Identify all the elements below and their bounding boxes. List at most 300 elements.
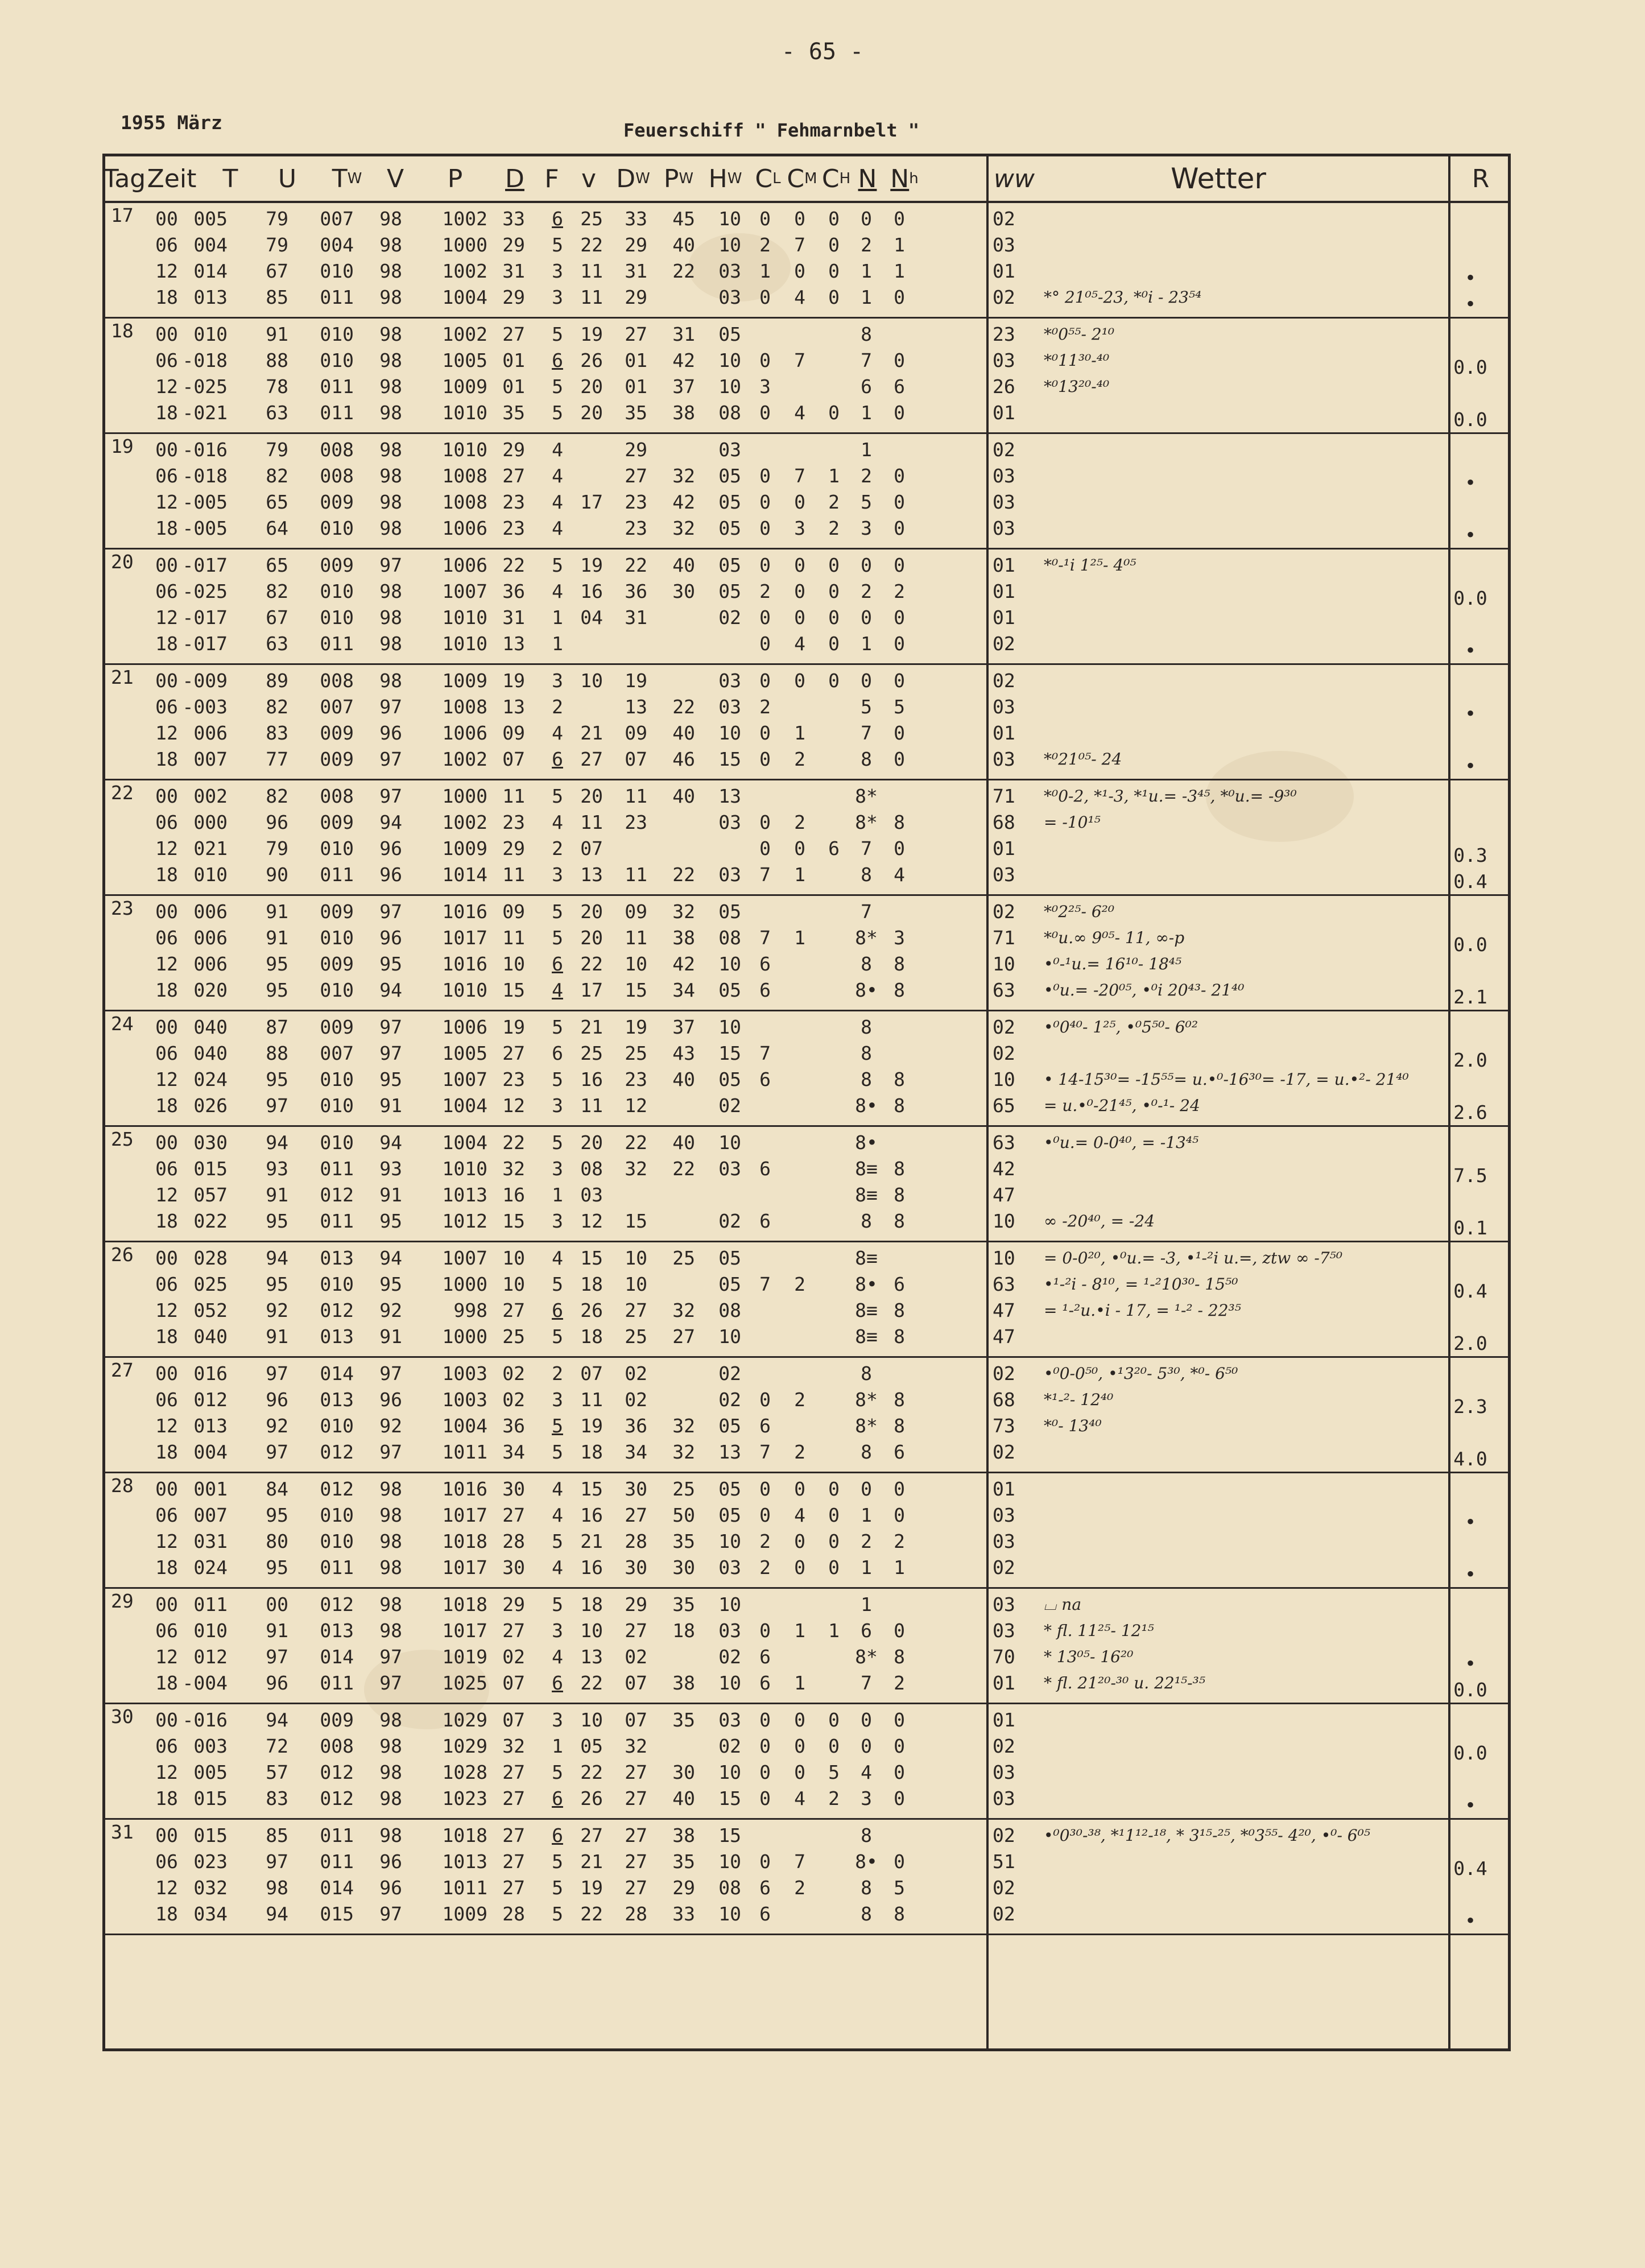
table-cell: 7 — [794, 1850, 805, 1873]
table-cell: 79 — [266, 837, 288, 860]
table-cell: 20 — [580, 927, 603, 949]
table-cell: 0 — [759, 722, 771, 744]
table-cell: 05 — [718, 1273, 741, 1295]
wetter-note: •⁰0³⁰-³⁸, *¹1¹²-¹⁸, * 3¹⁵-²⁵, *⁰3⁵⁵- 4²⁰, •⁰- 6⁰⁵ — [1044, 1826, 1371, 1845]
table-cell: 05 — [718, 1247, 741, 1269]
table-cell: 0 — [894, 1761, 905, 1783]
table-cell: 011 — [320, 1824, 354, 1846]
table-cell: 00 — [155, 1131, 178, 1154]
table-cell: 23 — [625, 1068, 647, 1090]
table-cell: 12 — [155, 375, 178, 398]
table-cell: 052 — [193, 1299, 228, 1321]
table-cell: 27 — [502, 1787, 525, 1810]
table-cell: 27 — [502, 1824, 525, 1846]
ww-code: 02 — [993, 208, 1015, 230]
table-cell: 0 — [759, 517, 771, 539]
table-cell: 6 — [552, 1042, 563, 1064]
table-cell: 0 — [794, 670, 805, 692]
table-cell: 1006 — [442, 517, 487, 539]
table-cell: 10 — [718, 1850, 741, 1873]
table-cell: 4 — [552, 1646, 563, 1668]
table-cell: 79 — [266, 439, 288, 461]
table-cell: 8 — [894, 1210, 905, 1232]
ww-code: 02 — [993, 1556, 1015, 1579]
table-cell: 998 — [453, 1299, 487, 1321]
wetter-note: *⁰- 13⁴⁰ — [1044, 1416, 1102, 1435]
table-cell: 8 — [894, 1094, 905, 1117]
table-cell: 012 — [320, 1441, 354, 1463]
table-cell: 06 — [155, 1735, 178, 1757]
day-block — [105, 1704, 1508, 1820]
table-cell: 0 — [759, 837, 771, 860]
table-cell: 0 — [759, 465, 771, 487]
wetter-note: •⁰0-0⁵⁰, •¹3²⁰- 5³⁰, *⁰- 6⁵⁰ — [1044, 1364, 1238, 1383]
table-cell: 35 — [625, 402, 647, 424]
table-cell: 95 — [379, 1273, 402, 1295]
table-cell: 025 — [193, 1273, 228, 1295]
table-cell: 04 — [580, 606, 603, 629]
table-cell: 29 — [672, 1877, 695, 1899]
table-cell: 010 — [320, 1530, 354, 1552]
table-cell: 16 — [580, 580, 603, 602]
table-cell: 15 — [625, 1210, 647, 1232]
table-cell: 36 — [625, 580, 647, 602]
table-cell: 13 — [625, 696, 647, 718]
table-cell: 006 — [193, 927, 228, 949]
table-cell: 20 — [580, 375, 603, 398]
table-cell: 05 — [718, 323, 741, 345]
table-cell: 5 — [552, 402, 563, 424]
ww-code: 63 — [993, 1273, 1015, 1295]
table-cell: 010 — [320, 979, 354, 1001]
table-cell: 1010 — [442, 606, 487, 629]
table-cell: 22 — [502, 554, 525, 576]
table-cell: 5 — [552, 785, 563, 807]
table-cell: 20 — [580, 1131, 603, 1154]
table-cell: 0 — [894, 554, 905, 576]
day-number: 27 — [111, 1359, 134, 1381]
table-cell: 34 — [625, 1441, 647, 1463]
table-cell: 0 — [794, 1761, 805, 1783]
table-cell: 0 — [794, 1478, 805, 1500]
wetter-note: *⁰13²⁰-⁴⁰ — [1044, 377, 1110, 396]
table-cell: 1016 — [442, 900, 487, 923]
table-cell: 25 — [625, 1042, 647, 1064]
table-cell: 23 — [502, 811, 525, 833]
table-cell: 27 — [625, 1504, 647, 1526]
col-tag: Tag — [103, 164, 146, 193]
table-cell: 11 — [625, 864, 647, 886]
table-cell: 30 — [672, 1761, 695, 1783]
table-cell: 10 — [718, 722, 741, 744]
table-cell: 012 — [320, 1184, 354, 1206]
table-cell: 1018 — [442, 1824, 487, 1846]
table-cell: 42 — [672, 491, 695, 513]
table-cell: 32 — [672, 900, 695, 923]
table-cell: 5 — [552, 234, 563, 256]
table-cell: 23 — [625, 811, 647, 833]
table-cell: 94 — [266, 1903, 288, 1925]
table-cell: 21 — [580, 1850, 603, 1873]
table-cell: 11 — [502, 785, 525, 807]
precipitation-value: • — [1465, 1653, 1476, 1675]
table-cell: 20 — [580, 900, 603, 923]
table-cell: 10 — [718, 1593, 741, 1616]
table-cell: 82 — [266, 465, 288, 487]
table-cell: 67 — [266, 260, 288, 282]
table-cell: 006 — [193, 953, 228, 975]
col-r: R — [1472, 164, 1490, 193]
wetter-note: *⁰21⁰⁵- 24 — [1044, 750, 1122, 769]
table-cell: 00 — [155, 1016, 178, 1038]
table-cell: 22 — [672, 864, 695, 886]
table-cell: 8 — [861, 748, 872, 770]
table-cell: 91 — [266, 1184, 288, 1206]
table-cell: 6 — [552, 208, 563, 230]
table-cell: 91 — [266, 927, 288, 949]
table-cell: 05 — [718, 900, 741, 923]
table-cell: 38 — [672, 1824, 695, 1846]
table-cell: 93 — [266, 1158, 288, 1180]
table-cell: 06 — [155, 696, 178, 718]
table-cell: 3 — [552, 1094, 563, 1117]
table-cell: 27 — [502, 1504, 525, 1526]
table-cell: 0 — [759, 286, 771, 308]
table-cell: 07 — [502, 1672, 525, 1694]
day-number: 25 — [111, 1128, 134, 1150]
table-cell: 02 — [718, 1735, 741, 1757]
table-cell: 8* — [855, 927, 878, 949]
table-cell: 96 — [266, 1389, 288, 1411]
table-cell: 010 — [320, 349, 354, 371]
table-cell: 0 — [794, 1709, 805, 1731]
table-cell: 6 — [861, 1620, 872, 1642]
col-p: P — [447, 164, 463, 193]
table-cell: 98 — [379, 517, 402, 539]
table-cell: 27 — [625, 465, 647, 487]
precipitation-value: 2.0 — [1453, 1332, 1487, 1354]
ww-code: 03 — [993, 517, 1015, 539]
precipitation-value: • — [1465, 472, 1476, 494]
table-cell: 90 — [266, 864, 288, 886]
table-cell: 0 — [828, 1478, 840, 1500]
table-cell: 011 — [320, 1850, 354, 1873]
table-cell: 2 — [894, 1530, 905, 1552]
table-cell: 94 — [379, 979, 402, 1001]
table-cell: 45 — [672, 208, 695, 230]
table-cell: 07 — [580, 1362, 603, 1385]
table-cell: 19 — [625, 670, 647, 692]
col-v: V — [386, 164, 404, 193]
table-cell: 19 — [580, 323, 603, 345]
table-cell: 040 — [193, 1042, 228, 1064]
table-cell: 1 — [894, 1556, 905, 1579]
table-cell: 98 — [379, 286, 402, 308]
table-cell: 0 — [759, 1620, 771, 1642]
ww-code: 63 — [993, 1131, 1015, 1154]
table-cell: 3 — [861, 1787, 872, 1810]
day-block — [105, 1242, 1508, 1358]
table-cell: 7 — [794, 349, 805, 371]
table-cell: 22 — [672, 696, 695, 718]
table-cell: 010 — [320, 837, 354, 860]
table-cell: 013 — [320, 1389, 354, 1411]
table-cell: 007 — [193, 748, 228, 770]
table-cell: 26 — [580, 1299, 603, 1321]
table-cell: 6 — [759, 1646, 771, 1668]
table-cell: 3 — [552, 1709, 563, 1731]
table-cell: 33 — [625, 208, 647, 230]
table-cell: 2 — [552, 837, 563, 860]
ww-code: 03 — [993, 696, 1015, 718]
table-cell: 97 — [379, 1016, 402, 1038]
table-cell: 03 — [718, 1158, 741, 1180]
table-cell: 5 — [552, 1131, 563, 1154]
table-cell: 2 — [759, 234, 771, 256]
table-cell: 009 — [320, 491, 354, 513]
ww-code: 10 — [993, 1247, 1015, 1269]
table-cell: 11 — [580, 286, 603, 308]
table-cell: 18 — [155, 1903, 178, 1925]
day-block — [105, 319, 1508, 434]
table-cell: 0 — [894, 1504, 905, 1526]
wetter-note: ∞ -20⁴⁰, = -24 — [1044, 1212, 1155, 1230]
table-cell: 05 — [718, 554, 741, 576]
table-cell: 97 — [379, 785, 402, 807]
table-cell: 13 — [502, 633, 525, 655]
table-cell: 8 — [894, 1415, 905, 1437]
table-cell: 21 — [580, 1530, 603, 1552]
table-cell: 010 — [193, 323, 228, 345]
table-cell: 12 — [155, 1646, 178, 1668]
table-cell: 6 — [759, 1672, 771, 1694]
table-cell: 94 — [266, 1131, 288, 1154]
table-cell: -003 — [182, 696, 228, 718]
table-cell: 1013 — [442, 1850, 487, 1873]
table-cell: 95 — [379, 953, 402, 975]
table-cell: 23 — [625, 491, 647, 513]
table-cell: 1025 — [442, 1672, 487, 1694]
table-cell: 06 — [155, 1850, 178, 1873]
table-cell: 27 — [580, 748, 603, 770]
ww-code: 01 — [993, 1478, 1015, 1500]
table-cell: 25 — [672, 1478, 695, 1500]
table-cell: 13 — [580, 1646, 603, 1668]
table-cell: 97 — [379, 696, 402, 718]
table-cell: 01 — [625, 349, 647, 371]
wetter-note: * fl. 11²⁵- 12¹⁵ — [1044, 1621, 1154, 1640]
table-cell: 0 — [894, 1787, 905, 1810]
table-cell: 96 — [379, 864, 402, 886]
table-cell: 18 — [580, 1325, 603, 1348]
table-cell: 6 — [861, 375, 872, 398]
precipitation-value: 0.3 — [1453, 844, 1487, 866]
table-cell: 09 — [625, 722, 647, 744]
table-cell: 6 — [894, 375, 905, 398]
table-cell: 011 — [320, 402, 354, 424]
table-cell: 15 — [580, 1247, 603, 1269]
table-cell: 36 — [625, 1415, 647, 1437]
table-cell: 34 — [502, 1441, 525, 1463]
table-cell: 0 — [759, 811, 771, 833]
table-cell: 014 — [320, 1362, 354, 1385]
table-cell: 1010 — [442, 402, 487, 424]
table-cell: 8 — [894, 953, 905, 975]
table-cell: 27 — [502, 1877, 525, 1899]
table-cell: 010 — [320, 1131, 354, 1154]
table-cell: 29 — [625, 1593, 647, 1616]
table-cell: 88 — [266, 349, 288, 371]
table-cell: 4 — [552, 517, 563, 539]
table-cell: 2 — [794, 1441, 805, 1463]
table-cell: 1013 — [442, 1184, 487, 1206]
table-cell: 0 — [828, 1709, 840, 1731]
table-cell: 008 — [320, 1735, 354, 1757]
precipitation-value: • — [1465, 639, 1476, 662]
precipitation-value: • — [1465, 293, 1476, 315]
table-cell: 0 — [759, 491, 771, 513]
table-cell: 6 — [759, 953, 771, 975]
table-cell: 35 — [672, 1709, 695, 1731]
table-cell: 98 — [379, 375, 402, 398]
table-cell: 46 — [672, 748, 695, 770]
table-cell: 11 — [625, 785, 647, 807]
table-cell: 40 — [672, 1787, 695, 1810]
table-cell: 6 — [759, 1415, 771, 1437]
table-cell: 25 — [672, 1247, 695, 1269]
table-cell: 09 — [625, 900, 647, 923]
table-cell: 2 — [794, 1273, 805, 1295]
table-cell: -018 — [182, 465, 228, 487]
ww-code: 10 — [993, 1210, 1015, 1232]
table-cell: 1028 — [442, 1761, 487, 1783]
table-cell: 29 — [502, 439, 525, 461]
ww-code: 47 — [993, 1325, 1015, 1348]
table-cell: 37 — [672, 1016, 695, 1038]
table-cell: 8 — [894, 1068, 905, 1090]
table-cell: 12 — [155, 953, 178, 975]
ww-code: 01 — [993, 1709, 1015, 1731]
table-cell: 7 — [794, 234, 805, 256]
table-cell: 2 — [828, 491, 840, 513]
table-cell: 0 — [759, 349, 771, 371]
table-cell: 10 — [625, 1273, 647, 1295]
table-cell: 8≡ — [855, 1184, 878, 1206]
table-cell: 12 — [155, 260, 178, 282]
table-cell: 00 — [155, 439, 178, 461]
table-cell: 23 — [502, 491, 525, 513]
col-cl: C L — [755, 164, 781, 193]
table-cell: 1009 — [442, 837, 487, 860]
year-month: 1955 März — [121, 111, 222, 134]
table-cell: 8 — [861, 1042, 872, 1064]
table-cell: 5 — [861, 696, 872, 718]
table-cell: 08 — [718, 927, 741, 949]
wetter-note: ⌴ na — [1044, 1595, 1082, 1614]
table-cell: 25 — [625, 1325, 647, 1348]
table-cell: 92 — [379, 1299, 402, 1321]
day-number: 22 — [111, 782, 134, 804]
table-cell: 92 — [266, 1415, 288, 1437]
wetter-note: •¹-²i - 8¹⁰, = ¹-²10³⁰- 15⁵⁰ — [1044, 1275, 1238, 1294]
table-cell: 03 — [718, 696, 741, 718]
table-cell: 11 — [580, 811, 603, 833]
wetter-note: = ¹-²u.•i - 17, = ¹-² - 22³⁵ — [1044, 1301, 1241, 1320]
table-cell: 1006 — [442, 554, 487, 576]
table-cell: 01 — [502, 349, 525, 371]
table-cell: 012 — [320, 1299, 354, 1321]
table-cell: 16 — [502, 1184, 525, 1206]
table-cell: 1 — [861, 633, 872, 655]
table-cell: 0 — [759, 1504, 771, 1526]
table-cell: 004 — [320, 234, 354, 256]
table-cell: 05 — [718, 1415, 741, 1437]
table-cell: 00 — [155, 1247, 178, 1269]
table-cell: 18 — [155, 1787, 178, 1810]
table-cell: 97 — [379, 900, 402, 923]
table-cell: 4 — [552, 1478, 563, 1500]
table-cell: 07 — [502, 1709, 525, 1731]
day-block — [105, 665, 1508, 780]
table-cell: 03 — [718, 670, 741, 692]
table-cell: 67 — [266, 606, 288, 629]
table-cell: 13 — [502, 696, 525, 718]
table-cell: 1014 — [442, 864, 487, 886]
table-cell: 05 — [718, 491, 741, 513]
table-cell: 1004 — [442, 1131, 487, 1154]
table-cell: 94 — [266, 1709, 288, 1731]
table-cell: 37 — [672, 375, 695, 398]
table-cell: 0 — [828, 1735, 840, 1757]
day-block — [105, 550, 1508, 665]
table-cell: 92 — [266, 1299, 288, 1321]
table-cell: 16 — [580, 1504, 603, 1526]
precipitation-value: 2.6 — [1453, 1101, 1487, 1123]
table-cell: 1006 — [442, 722, 487, 744]
table-cell: 3 — [894, 927, 905, 949]
table-cell: 10 — [718, 234, 741, 256]
table-cell: 2 — [759, 696, 771, 718]
precipitation-value: 0.0 — [1453, 356, 1487, 378]
ww-code: 03 — [993, 465, 1015, 487]
table-cell: 1 — [861, 1556, 872, 1579]
table-cell: 10 — [580, 670, 603, 692]
table-cell: 19 — [502, 1016, 525, 1038]
day-block — [105, 1589, 1508, 1704]
table-cell: 11 — [502, 927, 525, 949]
table-cell: 32 — [672, 465, 695, 487]
table-cell: 1 — [794, 1672, 805, 1694]
table-cell: 1004 — [442, 1094, 487, 1117]
table-cell: 18 — [155, 1094, 178, 1117]
ww-code: 01 — [993, 837, 1015, 860]
table-cell: 92 — [379, 1415, 402, 1437]
table-cell: 0 — [759, 1709, 771, 1731]
table-cell: 2 — [861, 234, 872, 256]
table-cell: 4 — [552, 580, 563, 602]
table-cell: 27 — [625, 1787, 647, 1810]
day-block — [105, 780, 1508, 896]
table-cell: 5 — [552, 1903, 563, 1925]
table-cell: 3 — [759, 375, 771, 398]
table-cell: 1002 — [442, 811, 487, 833]
table-cell: 010 — [193, 864, 228, 886]
wetter-note: *⁰11³⁰-⁴⁰ — [1044, 351, 1110, 370]
table-cell: 1 — [894, 260, 905, 282]
table-cell: 31 — [672, 323, 695, 345]
table-cell: 0 — [759, 606, 771, 629]
table-cell: 27 — [625, 1824, 647, 1846]
